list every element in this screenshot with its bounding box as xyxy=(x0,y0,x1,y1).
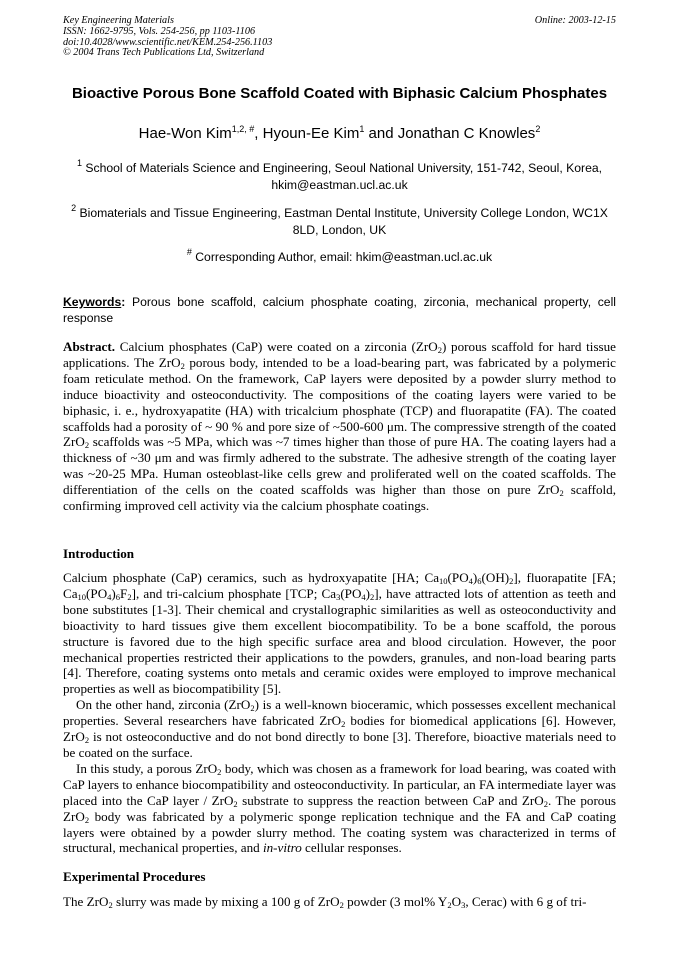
paragraph: In this study, a porous ZrO$_2$ body, which was chosen as a framework for load bearing, was coated with CaP layers to enhance biocompatibility and osteoconductivity. In particular, an FA intermediate layer was placed into the CaP layer / ZrO$_2$ substrate to suppress the reaction between CaP and ZrO$_2$. The porous ZrO$_2$ body was fabricated by a polymeric sponge replication technique and the FA and CaP coating layers were obtained by a powder slurry method. The coating system was characterized in terms of structural, mechanical properties, and in-vitro cellular responses. xyxy=(63,760,616,856)
journal-header xyxy=(63,16,616,59)
paper-title: Bioactive Porous Bone Scaffold Coated with Biphasic Calcium Phosphates xyxy=(71,85,608,102)
corresponding-author: # Corresponding Author, email: hkim@eastman.ucl.ac.uk xyxy=(186,247,493,264)
experimental-heading: Experimental Procedures xyxy=(63,869,206,884)
doi-line: doi:10.4028/www.scientific.net/KEM.254-256.1103 xyxy=(63,36,273,48)
affiliation-2: $^2$ Biomaterials and Tissue Engineering, Eastman Dental Institute, University College London, WC1X 8LD, London, UK xyxy=(71,203,608,237)
author-list: Hae-Won Kim$^{1,2, \#}$, Hyoun-Ee Kim$^1$ and Jonathan C Knowles$^2$ xyxy=(138,124,541,142)
author-name: Hyoun-Ee Kim xyxy=(262,125,360,142)
abstract: Abstract. Calcium phosphates (CaP) were coated on a zirconia (ZrO$_2$) porous scaffold for hard tissue applications. The ZrO$_2$ porous body, intended to be a load-bearing part, was fabricated by a polymeric foam reticulate method. On the framework, CaP layers were deposited by a powder slurry method to induce bioactivity and osteoconductivity. The compositions of the coating layers were varied to be biphasic, i. e., hydroxyapatite (HA) with tricalcium phosphate (TCP) and fluorapatite (FA). The coated scaffolds had a porosity of ~ 90 % and pore size of ~500-600 μm. The compressive strength of the coated ZrO$_2$ scaffolds was ~5 MPa, which was ~7 times higher than those of pure HA. The coating layers had a thickness of ~30 μm and was firmly adhered to the substrate. The adhesive strength of the coating layer was ~20-25 MPa. Human osteoblast-like cells grew and proliferated well on the coated scaffolds. The differentiation of the cells on the coated scaffolds was higher than those on pure ZrO$_2$ scaffold, confirming improved cell activity via the calcium phosphate coatings. xyxy=(63,339,616,514)
introduction-body xyxy=(63,570,616,856)
abstract-label: Abstract. xyxy=(63,339,115,354)
online-date: Online: 2003-12-15 xyxy=(534,15,616,26)
affiliation-1: $^1$ School of Materials Science and Engineering, Seoul National University, 151-742, Seoul, Korea, hkim@eastman.ucl.ac.uk xyxy=(76,158,603,192)
paragraph: Calcium phosphate (CaP) ceramics, such as hydroxyapatite [HA; $Ca_{10}(PO_4)_6(OH)_2$], fluorapatite [FA; $Ca_{10}(PO_4)_6F_2$], and tri-calcium phosphate [TCP; $Ca_3(PO_4)_2$], have attracted lots of attention as teeth and bone substitutes [1-3]. Their chemical and crystallographic similarities as well as osteoconductivity and bioactivity to hard tissues give them excellent biocompatibility. To be a bone scaffold, the porous structure is favored due to the high specific surface area and blood circulation. However, the poor mechanical properties restricted their applications to the powders, granules, and non-load bearing parts [4]. Therefore, coating systems onto metals and ceramic oxides were employed to improve mechanical properties as well as biocompatibility [5]. xyxy=(63,570,617,697)
author-affiliation-mark: 1 xyxy=(359,124,365,134)
introduction-heading: Introduction xyxy=(63,546,135,561)
keywords-label: Keywords xyxy=(63,295,122,309)
experimental-body: The ZrO$_2$ slurry was made by mixing a 100 g of ZrO$_2$ powder (3 mol% $Y_2O_3$, Cerac) with 6 g of tri- xyxy=(63,894,587,910)
keywords: Keywords: Porous bone scaffold, calcium phosphate coating, zirconia, mechanical property, cell response xyxy=(63,295,616,325)
author-affiliation-mark: 2 xyxy=(535,124,541,134)
author-name: Hae-Won Kim xyxy=(138,125,232,142)
keywords-text: Porous bone scaffold, calcium phosphate coating, zirconia, mechanical property, cell response xyxy=(63,295,616,325)
issn-line: ISSN: 1662-9795, Vols. 254-256, pp 1103-1106 xyxy=(63,25,256,37)
paragraph: On the other hand, zirconia (ZrO$_2$) is a well-known bioceramic, which possesses excellent mechanical properties. Several researchers have fabricated ZrO$_2$ bodies for biomedical applications [6]. However, ZrO$_2$ is not osteoconductive and do not bond directly to bone [3]. Therefore, bioactive materials need to be coated on the surface. xyxy=(63,697,616,760)
journal-name: Key Engineering Materials xyxy=(63,15,174,26)
author-affiliation-mark: 1,2, # xyxy=(231,124,255,134)
copyright-line: © 2004 Trans Tech Publications Ltd, Switzerland xyxy=(63,47,265,59)
author-name: Jonathan C Knowles xyxy=(397,125,536,142)
